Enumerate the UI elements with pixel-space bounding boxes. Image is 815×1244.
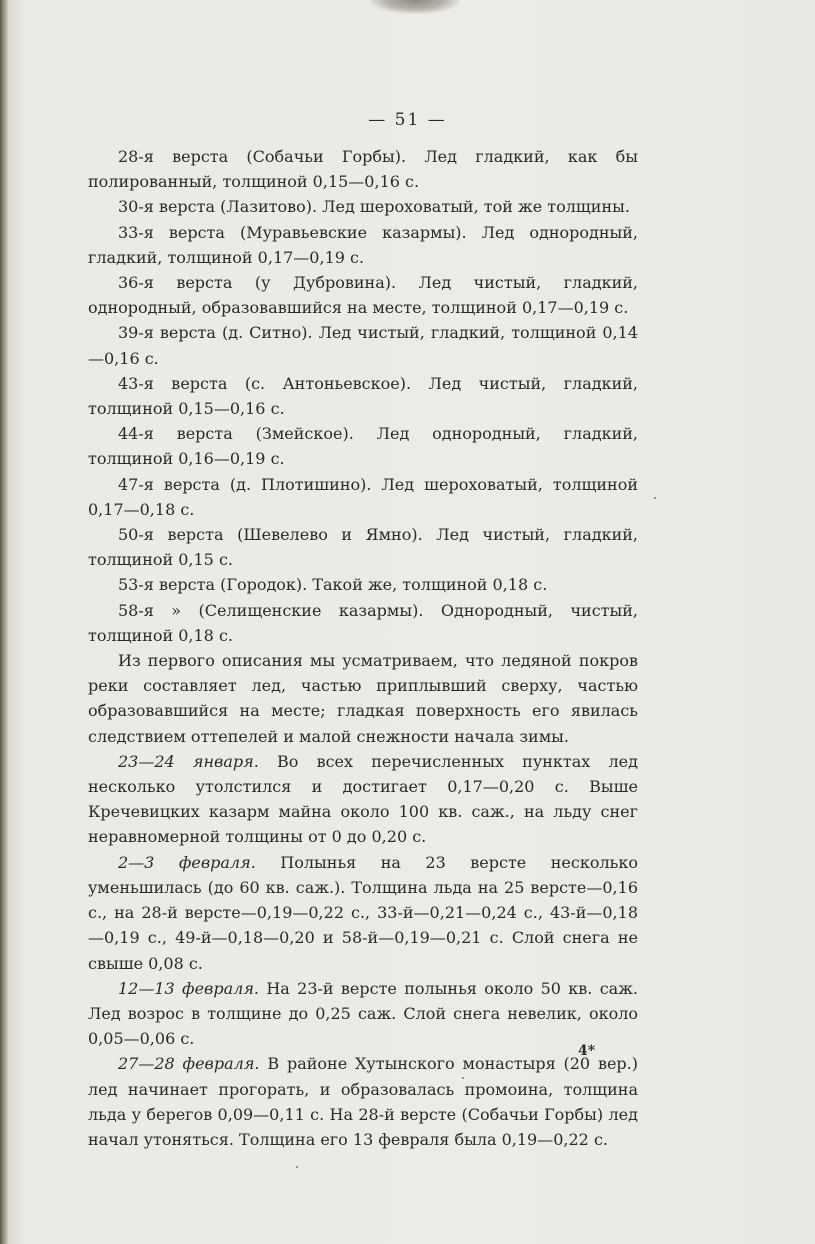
paragraph-text: На 23-й версте полынья около 50 кв. саж. Лед возрос в толщине до 0,25 саж. Слой снега невелик, около 0,05—0,06 с. <box>88 978 638 1049</box>
paragraph-text: 36-я верста (у Дубровина). Лед чистый, гладкий, однородный, образовавшийся на месте, толщиной 0,17—0,19 с. <box>88 273 638 318</box>
paragraph <box>88 472 638 522</box>
date-heading: 23—24 января. <box>118 751 259 771</box>
paragraph-text: 58-я » (Селищенские казармы). Однородный, чистый, толщиной 0,18 с. <box>88 600 638 645</box>
paragraph-text: 33-я верста (Муравьевские казармы). Лед однородный, гладкий, толщиной 0,17—0,19 с. <box>88 222 638 267</box>
scan-shadow <box>370 0 460 14</box>
date-heading: 2—3 февраля. <box>118 852 256 872</box>
paragraph <box>88 572 638 597</box>
paragraph <box>88 144 638 194</box>
paragraph <box>88 850 638 976</box>
paragraph-text: В районе Хутынского монастыря (20 вер.) лед начинает прогорать, и образовалась промоина, толщина льда у берегов 0,09—0,11 с. На 28-й версте (Собачьи Горбы) лед начал утоняться. Толщина его 13 февраля была 0,19—0,22 с. <box>88 1054 638 1149</box>
paragraph-text: 30-я верста (Лазитово). Лед шероховатый, той же толщины. <box>118 197 630 217</box>
paragraph <box>88 194 638 219</box>
paragraph-text: 53-я верста (Городок). Такой же, толщиной 0,18 с. <box>118 575 548 595</box>
paragraph <box>88 270 638 320</box>
dust-speck <box>296 1166 298 1168</box>
paragraph-text: 39-я верста (д. Ситно). Лед чистый, гладкий, толщиной 0,14—0,16 с. <box>88 323 638 368</box>
paragraph <box>88 421 638 471</box>
paragraph-text: 47-я верста (д. Плотишино). Лед шероховатый, толщиной 0,17—0,18 с. <box>88 474 638 519</box>
paragraph-text: 28-я верста (Собачьи Горбы). Лед гладкий, как бы полированный, толщиной 0,15—0,16 с. <box>88 147 638 192</box>
paragraph-text: 44-я верста (Змейское). Лед однородный, гладкий, толщиной 0,16—0,19 с. <box>88 424 638 469</box>
paragraph <box>88 976 638 1052</box>
paragraph <box>88 749 638 850</box>
paragraph-text: 50-я верста (Шевелево и Ямно). Лед чистый, гладкий, толщиной 0,15 с. <box>88 525 638 570</box>
paragraph <box>88 648 638 749</box>
paragraph-text: Во всех перечисленных пунктах лед несколько утолстился и достигает 0,17—0,20 с. Выше Кречевицких казарм майна около 100 кв. саж., на льду снег неравномерной толщины от 0 до 0,20 с. <box>88 751 638 847</box>
paragraph <box>88 320 638 370</box>
printer-signature: 4* <box>578 1043 596 1059</box>
book-spine-edge <box>0 0 8 1244</box>
paragraph-text: Полынья на 23 версте несколько уменьшилась (до 60 кв. саж.). Толщина льда на 25 версте—0,16 с., на 28-й версте—0,19—0,22 с., 33-й—0,21—0,24 с., 43-й—0,18—0,19 с., 49-й—0,18—0,20 и 58-й—0,19—0,21 с. Слой снега не свыше 0,08 с. <box>88 852 638 973</box>
paragraph <box>88 220 638 270</box>
paragraph-text: 43-я верста (с. Антоньевское). Лед чистый, гладкий, толщиной 0,15—0,16 с. <box>88 373 638 419</box>
date-heading: 12—13 февраля. <box>118 978 259 998</box>
paragraph-text: Из первого описания мы усматриваем, что ледяной покров реки составляет лед, частью приплывший сверху, частью образовавшийся на месте; гладкая поверхность его явилась следствием оттепелей и малой снежности начала зимы. <box>88 651 638 746</box>
paragraph <box>88 522 638 572</box>
paragraph <box>88 371 638 421</box>
paragraph <box>88 598 638 648</box>
dust-speck <box>462 1077 464 1079</box>
dust-speck <box>654 497 656 499</box>
page-number: — 51 — <box>368 110 447 130</box>
date-heading: 27—28 февраля. <box>118 1054 260 1074</box>
paragraph <box>88 1051 638 1152</box>
body-text <box>88 144 638 1152</box>
